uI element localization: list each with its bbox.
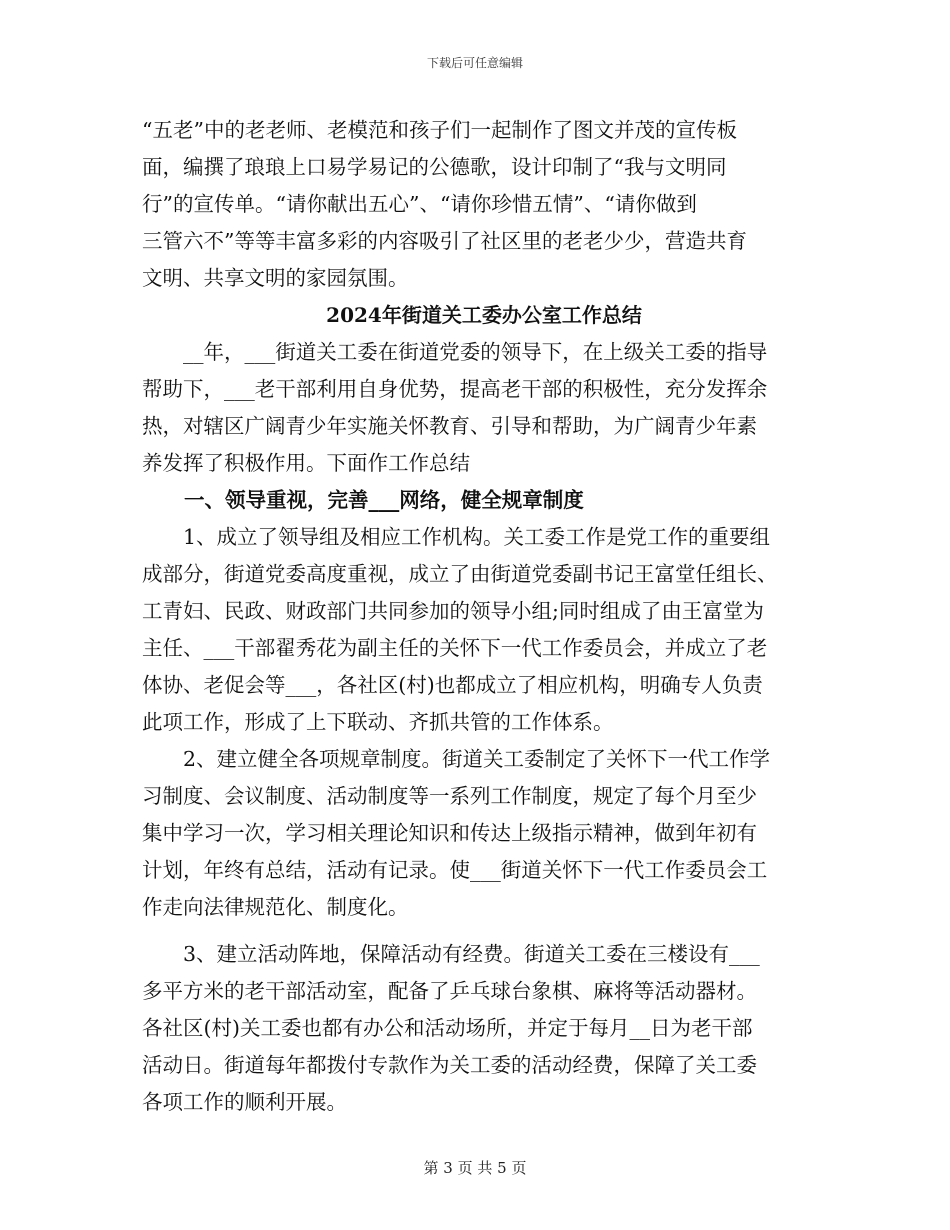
paragraph-line: 主任、___干部翟秀花为副主任的关怀下一代工作委员会，并成立了老 xyxy=(142,636,768,660)
paragraph-line: 1、成立了领导组及相应工作机构。关工委工作是党工作的重要组 xyxy=(142,525,771,549)
document-title: 2024年街道关工委办公室工作总结 xyxy=(326,303,642,327)
document-body xyxy=(142,112,806,1121)
paragraph-line: 2、建立健全各项规章制度。街道关工委制定了关怀下一代工作学 xyxy=(142,747,771,771)
paragraph-line: 集中学习一次，学习相关理论知识和传达上级指示精神，做到年初有 xyxy=(142,821,757,845)
page-number: 第 3 页 共 5 页 xyxy=(423,1159,527,1177)
paragraph-line: 帮助下，___老干部利用自身优势，提高老干部的积极性，充分发挥余 xyxy=(142,377,768,401)
paragraph-line: 行”的宣传单。“请你献出五心”、“请你珍惜五情”、“请你做到 xyxy=(142,192,697,216)
paragraph-line: 计划，年终有总结，活动有记录。使___街道关怀下一代工作委员会工 xyxy=(142,858,768,882)
page-header: 下载后可任意编辑 xyxy=(426,56,523,70)
paragraph-line: 各社区(村)关工委也都有办公和活动场所，并定于每月__日为老干部 xyxy=(142,1016,753,1040)
paragraph-line: 此项工作，形成了上下联动、齐抓共管的工作体系。 xyxy=(142,710,614,734)
paragraph-line: 活动日。街道每年都拨付专款作为关工委的活动经费，保障了关工委 xyxy=(142,1053,757,1077)
paragraph-line: 多平方米的老干部活动室，配备了乒乓球台象棋、麻将等活动器材。 xyxy=(142,979,757,1003)
paragraph-gap xyxy=(142,926,806,936)
paragraph-line: 面，编撰了琅琅上口易学易记的公德歌，设计印制了“我与文明同 xyxy=(142,155,727,179)
paragraph-line: 成部分，街道党委高度重视，成立了由街道党委副书记王富堂任组长、 xyxy=(142,562,778,586)
paragraph-line: 3、建立活动阵地，保障活动有经费。街道关工委在三楼设有___ xyxy=(142,942,760,966)
paragraph-line: __年，___街道关工委在街道党委的领导下，在上级关工委的指导 xyxy=(142,340,768,364)
paragraph-line: 作走向法律规范化、制度化。 xyxy=(142,895,409,919)
paragraph-line: 体协、老促会等___，各社区(村)也都成立了相应机构，明确专人负责 xyxy=(142,673,763,697)
section-heading: 一、领导重视，完善___网络，健全规章制度 xyxy=(184,488,584,512)
paragraph-line: 习制度、会议制度、活动制度等一系列工作制度，规定了每个月至少 xyxy=(142,784,757,808)
paragraph-line: 三管六不”等等丰富多彩的内容吸引了社区里的老老少少，营造共育 xyxy=(142,229,747,253)
paragraph-line: 文明、共享文明的家园氛围。 xyxy=(142,266,409,290)
paragraph-line: 各项工作的顺利开展。 xyxy=(142,1090,347,1114)
paragraph-line: 工青妇、民政、财政部门共同参加的领导小组;同时组成了由王富堂为 xyxy=(142,599,764,623)
paragraph-line: 热，对辖区广阔青少年实施关怀教育、引导和帮助，为广阔青少年素 xyxy=(142,414,757,438)
paragraph-line: 养发挥了积极作用。下面作工作总结 xyxy=(142,451,470,475)
paragraph-line: “五老”中的老老师、老模范和孩子们一起制作了图文并茂的宣传板 xyxy=(142,118,737,142)
